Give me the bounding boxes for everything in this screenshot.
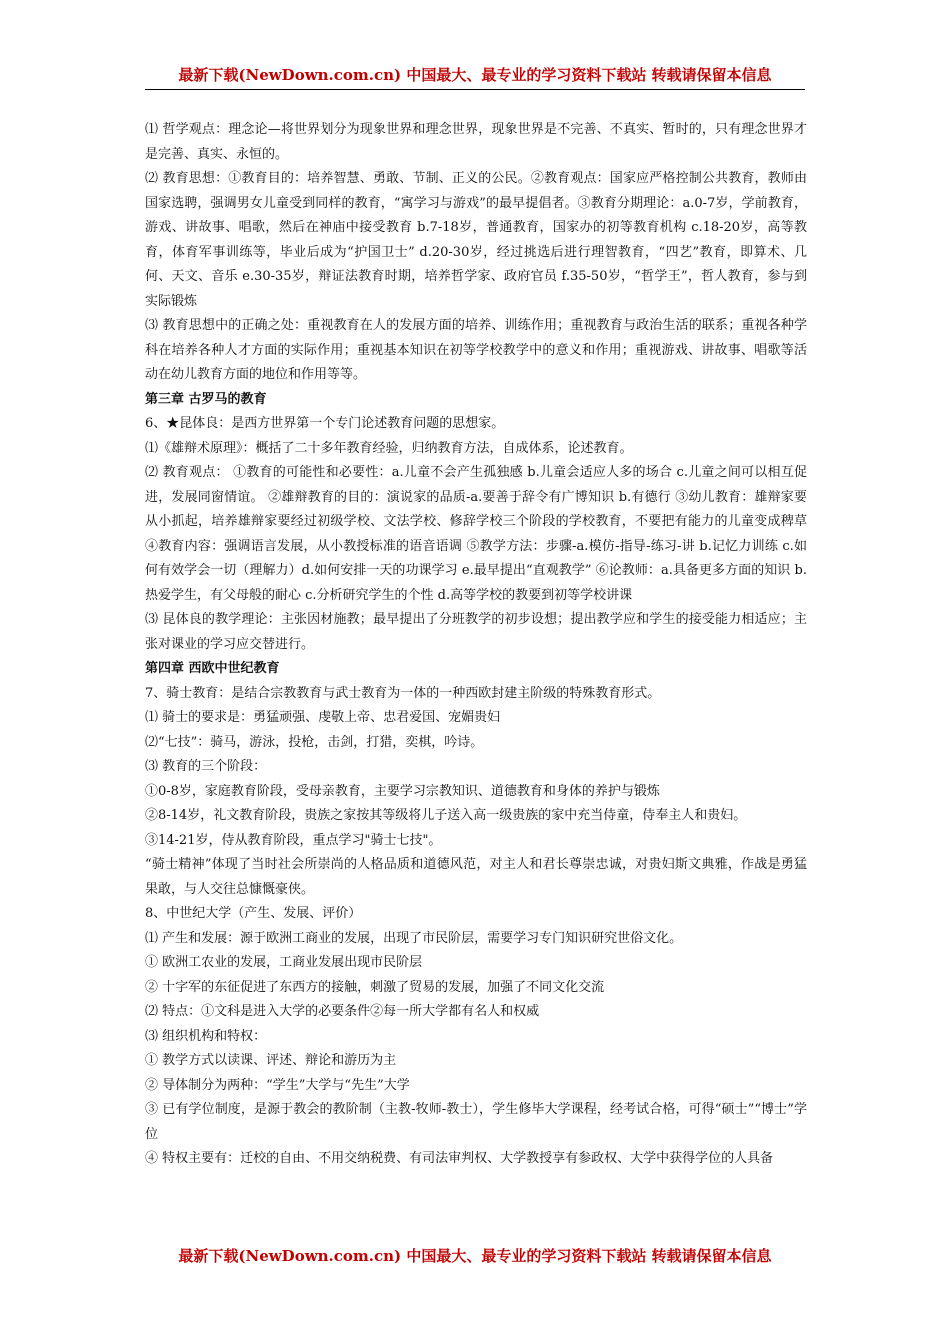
paragraph: ⑶ 教育的三个阶段： — [145, 759, 267, 774]
page-header: 最新下载(NewDown.com.cn) 中国最大、最专业的学习资料下载站 转载请保留本信息 — [178, 66, 772, 84]
paragraph: 6、★昆体良：是西方世界第一个专门论述教育问题的思想家。 — [145, 416, 505, 431]
paragraph: ⑵ 教育思想：①教育目的：培养智慧、勇敢、节制、正义的公民。②教育观点：国家应严格控制公共教育，教师由国家选聘，强调男女儿童受到同样的教育，“寓学习与游戏”的最早提倡者。③教育分期理论：a.0-7岁，学前教育，游戏、讲故事、唱歌，然后在神庙中接受教育 b.7-18岁，普通教育，国家办的初等教育机构 c.18-20岁，高等教育，体育军事训练等，毕业后成为“护国卫士” d.20-30岁，经过挑选后进行理智教育，“四艺”教育，即算术、几何、天文、音乐 e.30-35岁，辩证法教育时期，培养哲学家、政府官员 f.35-50岁，“哲学王”，哲人教育，参与到实际锻炼 — [145, 171, 807, 309]
paragraph: ⑴ 产生和发展：源于欧洲工商业的发展，出现了市民阶层，需要学习专门知识研究世俗文化。 — [145, 930, 683, 946]
paragraph: ⑶ 教育思想中的正确之处：重视教育在人的发展方面的培养、训练作用；重视教育与政治生活的联系；重视各种学科在培养各种人才方面的实际作用；重视基本知识在初等学校教学中的意义和作用；重视游戏、讲故事、唱歌等活动在幼儿教育方面的地位和作用等等。 — [145, 318, 807, 382]
document-body — [145, 118, 807, 1172]
paragraph: ② 十字军的东征促进了东西方的接触，刺激了贸易的发展，加强了不同文化交流 — [145, 979, 605, 995]
paragraph: “骑士精神”体现了当时社会所崇尚的人格品质和道德风范，对主人和君长尊崇忠诚，对贵妇斯文典雅，作战是勇猛果敢，与人交往总慷慨豪侠。 — [145, 857, 807, 897]
paragraph: ②8-14岁，礼文教育阶段，贵族之家按其等级将儿子送入高一级贵族的家中充当侍童，侍奉主人和贵妇。 — [145, 808, 747, 823]
paragraph: ⑵“七技”：骑马，游泳，投枪，击剑，打猎，奕棋，吟诗。 — [145, 734, 484, 750]
paragraph: 8、中世纪大学（产生、发展、评价） — [145, 906, 362, 921]
paragraph: ③ 已有学位制度，是源于教会的教阶制（主教-牧师-教士），学生修毕大学课程，经考试合格，可得“硕士”“博士”学位 — [145, 1102, 807, 1142]
paragraph: ⑵ 特点：①文科是进入大学的必要条件②每一所大学都有名人和权威 — [145, 1004, 540, 1019]
chapter-heading: 第三章 古罗马的教育 — [145, 391, 267, 407]
chapter-heading: 第四章 西欧中世纪教育 — [145, 661, 280, 676]
paragraph: 7、骑士教育：是结合宗教教育与武士教育为一体的一种西欧封建主阶级的特殊教育形式。 — [145, 685, 661, 701]
page-footer: 最新下载(NewDown.com.cn) 中国最大、最专业的学习资料下载站 转载请保留本信息 — [178, 1247, 772, 1265]
paragraph: ② 导体制分为两种：“学生”大学与“先生”大学 — [145, 1077, 410, 1093]
paragraph: ⑴ 骑士的要求是：勇猛顽强、虔敬上帝、忠君爱国、宠媚贵妇 — [145, 710, 501, 725]
paragraph: ① 欧洲工农业的发展，工商业发展出现市民阶层 — [145, 955, 423, 970]
paragraph: ④ 特权主要有：迁校的自由、不用交纳税费、有司法审判权、大学教授享有参政权、大学中获得学位的人具备 — [145, 1151, 774, 1166]
paragraph: ③14-21岁，侍从教育阶段，重点学习"骑士七技"。 — [145, 832, 442, 848]
paragraph: ⑴ 哲学观点：理念论—将世界划分为现象世界和理念世界，现象世界是不完善、不真实、暂时的，只有理念世界才是完善、真实、永恒的。 — [145, 122, 807, 162]
paragraph: ① 教学方式以读课、评述、辩论和游历为主 — [145, 1053, 397, 1068]
paragraph: ⑶ 昆体良的教学理论：主张因材施教；最早提出了分班教学的初步设想；提出教学应和学生的接受能力相适应；主张对课业的学习应交替进行。 — [145, 612, 807, 652]
paragraph: ⑴《雄辩术原理》：概括了二十多年教育经验，归纳教育方法，自成体系，论述教育。 — [145, 440, 633, 456]
header-rule — [145, 89, 805, 90]
paragraph: ①0-8岁，家庭教育阶段，受母亲教育，主要学习宗教知识、道德教育和身体的养护与锻炼 — [145, 783, 660, 799]
paragraph: ⑶ 组织机构和特权： — [145, 1028, 267, 1044]
paragraph: ⑵ 教育观点： ①教育的可能性和必要性：a.儿童不会产生孤独感 b.儿童会适应人多的场合 c.儿童之间可以相互促进，发展同窗情谊。 ②雄辩教育的目的：演说家的品质-a.要善于辞令有广博知识 b.有德行 ③幼儿教育：雄辩家要从小抓起，培养雄辩家要经过初级学校、文法学校、修辞学校三个阶段的学校教育，不要把有能力的儿童变成稗草 ④教育内容：强调语言发展，从小教授标准的语音语调 ⑤教学方法：步骤-a.模仿-指导-练习-讲 b.记忆力训练 c.如何有效学会一切（理解力）d.如何安排一天的功课学习 e.最早提出“直观教学” ⑥论教师：a.具备更多方面的知识 b.热爱学生，有父母般的耐心 c.分析研究学生的个性 d.高等学校的教要到初等学校讲课 — [145, 465, 807, 603]
